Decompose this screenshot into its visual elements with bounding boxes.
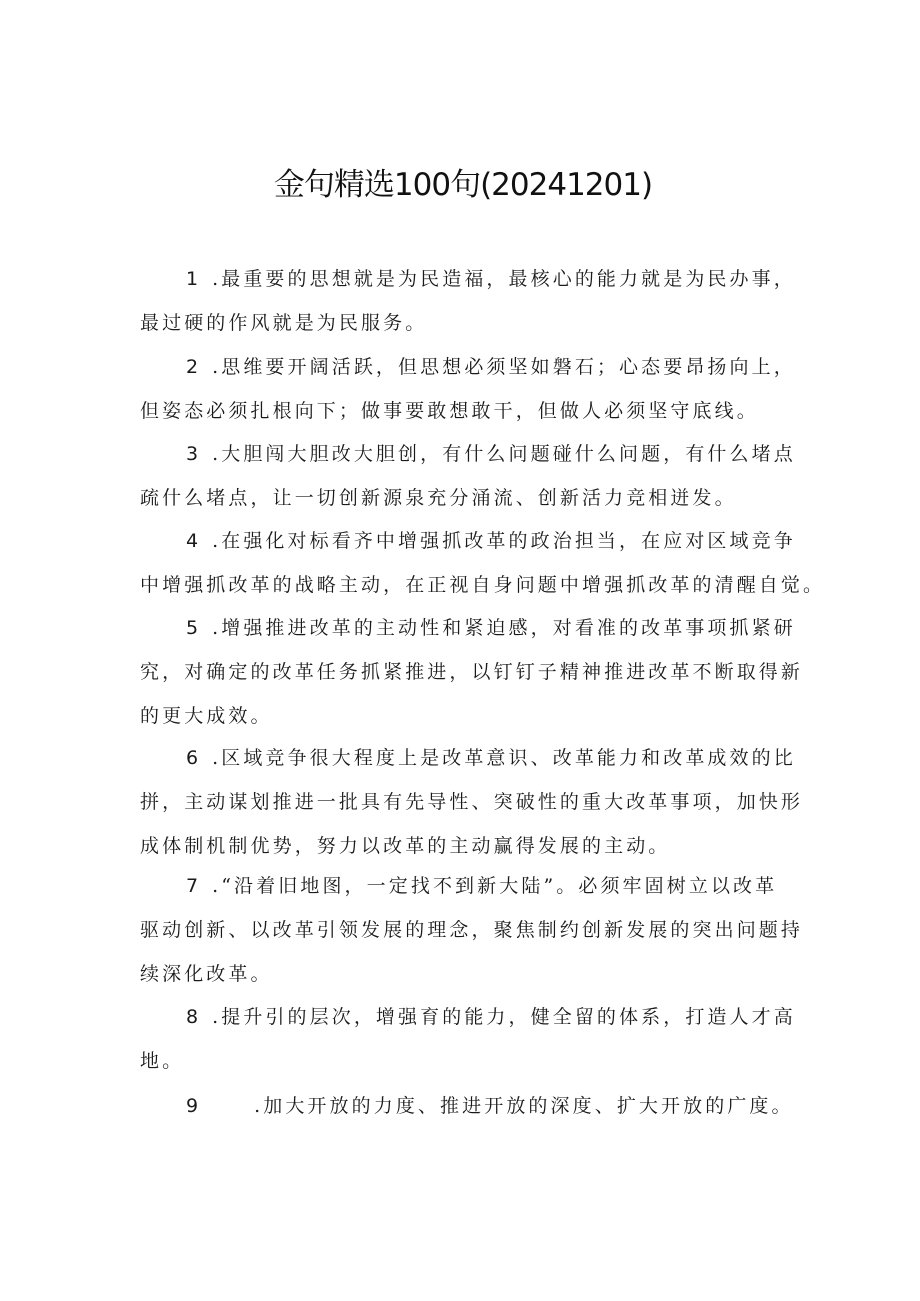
item-line	[140, 736, 796, 780]
item-line: 的更大成效。	[140, 705, 273, 727]
item-line	[140, 864, 790, 908]
item-line	[140, 257, 796, 301]
item-text: .在强化对标看齐中增强抓改革的政治担当，在应对区域竞争	[212, 530, 796, 552]
item-text: .思维要开阔活跃，但思想必须坚如磐石；心态要昂扬向上，	[212, 356, 796, 378]
list-item	[140, 345, 796, 433]
list-item	[140, 257, 796, 345]
item-text: .提升引的层次，增强育的能力，健全留的体系，打造人才高	[212, 1006, 796, 1028]
list-item	[140, 1084, 794, 1128]
item-line: 续深化改革。	[140, 963, 273, 985]
item-text: .最重要的思想就是为民造福，最核心的能力就是为民办事，	[212, 268, 796, 290]
item-line	[140, 606, 796, 650]
item-line: 中增强抓改革的战略主动，在正视自身问题中增强抓改革的清醒自觉。	[140, 574, 826, 596]
item-line	[140, 995, 796, 1039]
item-number: 5	[186, 617, 199, 639]
list-item	[140, 606, 804, 738]
item-text: .增强推进改革的主动性和紧迫感，对看准的改革事项抓紧研	[212, 617, 796, 639]
item-text: .区域竞争很大程度上是改革意识、改革能力和改革成效的比	[212, 747, 796, 769]
item-line: 但姿态必须扎根向下；做事要敢想敢干，但做人必须坚守底线。	[140, 400, 759, 422]
item-number: 6	[186, 747, 199, 769]
document-title: 金句精选100句(20241201)	[273, 167, 653, 203]
item-number: 1	[186, 268, 199, 290]
item-line: 拼，主动谋划推进一批具有先导性、突破性的重大改革事项，加快形	[140, 791, 804, 813]
item-number: 8	[186, 1006, 199, 1028]
item-number: 7	[186, 875, 199, 897]
list-item	[140, 736, 804, 868]
item-line: 地。	[140, 1050, 185, 1072]
item-text: .加大开放的力度、推进开放的深度、扩大开放的广度。	[254, 1095, 794, 1117]
item-number: 3	[186, 443, 199, 465]
list-item	[140, 864, 804, 996]
item-line	[140, 519, 796, 563]
item-line	[140, 345, 796, 389]
list-item	[140, 432, 796, 520]
list-item	[140, 519, 826, 607]
item-number: 2	[186, 356, 199, 378]
item-line	[140, 432, 796, 476]
item-line	[140, 1084, 794, 1128]
list-item	[140, 995, 796, 1083]
item-line: 最过硬的作风就是为民服务。	[140, 312, 428, 334]
item-line: 究，对确定的改革任务抓紧推进，以钉钉子精神推进改革不断取得新	[140, 661, 804, 683]
item-line: 疏什么堵点，让一切创新源泉充分涌流、创新活力竞相迸发。	[140, 487, 737, 509]
item-line: 驱动创新、以改革引领发展的理念，聚焦制约创新发展的突出问题持	[140, 919, 804, 941]
item-text: .大胆闯大胆改大胆创，有什么问题碰什么问题，有什么堵点	[212, 443, 796, 465]
item-number: 9	[186, 1095, 199, 1117]
item-number: 4	[186, 530, 199, 552]
item-line: 成体制机制优势，努力以改革的主动赢得发展的主动。	[140, 835, 671, 857]
item-text: .“沿着旧地图，一定找不到新大陆”。必须牢固树立以改革	[212, 875, 778, 897]
